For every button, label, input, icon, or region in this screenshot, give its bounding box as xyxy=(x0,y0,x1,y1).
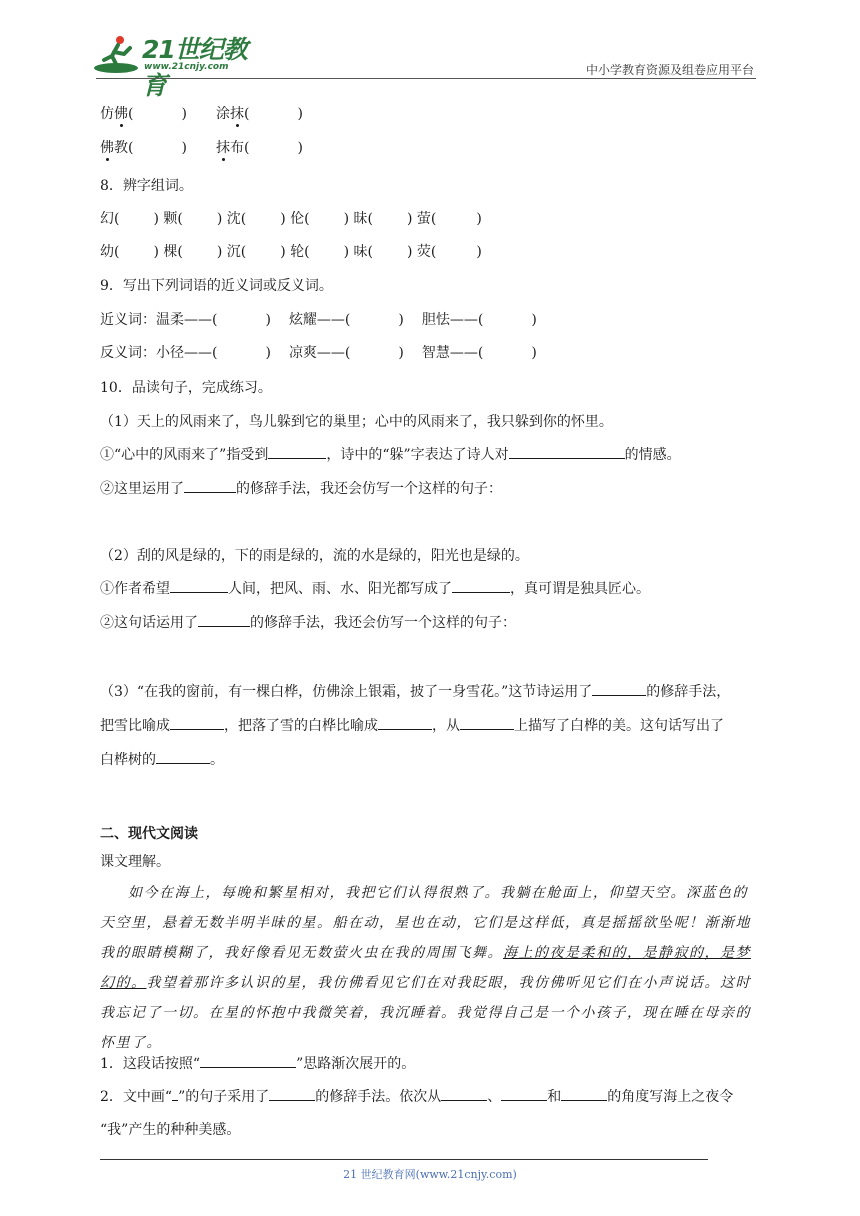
q7-close: ) xyxy=(181,140,187,156)
answer-blank[interactable] xyxy=(441,1087,487,1101)
text: 1．这段话按照“ xyxy=(100,1056,201,1072)
text: ”的句子采用了 xyxy=(178,1089,270,1105)
text: 上描写了白桦的美。这句话写出了 xyxy=(514,718,724,734)
text: 的角度写海上之夜令 xyxy=(607,1089,734,1105)
answer-blank[interactable] xyxy=(156,750,210,764)
text: ，真可谓是独具匠心。 xyxy=(510,581,650,597)
q9-cell: 智慧——( xyxy=(421,345,484,361)
q8-cell: ) 伦( xyxy=(280,211,310,227)
footer-divider xyxy=(100,1159,708,1160)
q8-cell: ) 沈( xyxy=(216,211,247,227)
q7-row-1 xyxy=(100,103,303,123)
passage-text: 我望着那许多认识的星，我仿佛看见它们在对我眨眼，我仿佛听见它们在小声说话。这时我忘记了一切。在星的怀抱中我微笑着，我沉睡着。我觉得自己是一个小孩子，现在睡在母亲的怀里了。 xyxy=(100,975,751,1051)
q9-cell: ) xyxy=(265,312,271,328)
answer-blank[interactable] xyxy=(170,716,224,730)
q9-row-2 xyxy=(100,342,537,362)
q9-cell: ) xyxy=(398,345,404,361)
q8-cell: ) 味( xyxy=(343,244,373,260)
section-title: 二、现代文阅读 xyxy=(100,826,198,842)
reading-question-2-cont: “我”产生的种种美感。 xyxy=(100,1122,241,1138)
q9-row-1 xyxy=(100,309,537,329)
text: 的情感。 xyxy=(624,447,681,463)
answer-blank[interactable] xyxy=(501,1087,547,1101)
q9-title: 9．写出下列词语的近义词或反义词。 xyxy=(100,278,333,294)
text: 2．文中画“ xyxy=(100,1089,173,1105)
q10-s2-question-b xyxy=(100,612,516,632)
text: ②这里运用了 xyxy=(100,481,184,497)
answer-blank[interactable] xyxy=(452,579,510,593)
q8-cell: ) 颗( xyxy=(153,211,183,227)
passage-underlined-sentence: 海上的夜是柔和的，是静寂的，是梦幻的。 xyxy=(100,945,751,991)
text: 人间，把风、雨、水、阳光都写成了 xyxy=(228,581,452,597)
text: 把雪比喻成 xyxy=(100,718,170,734)
text: 的修辞手法。依次从 xyxy=(315,1089,442,1105)
q10-s2-question-a xyxy=(100,578,650,598)
answer-blank[interactable] xyxy=(378,716,432,730)
q9-cell: ) xyxy=(531,345,537,361)
q8-cell: ) xyxy=(476,211,482,227)
q8-cell: ) 荧( xyxy=(406,244,437,260)
q7-close: ) xyxy=(181,106,187,122)
q7-item: 佛教( xyxy=(100,140,133,156)
q10-title: 10．品读句子，完成练习。 xyxy=(100,380,272,396)
site-logo xyxy=(94,34,264,100)
q8-cell: 幻( xyxy=(100,211,120,227)
page-header xyxy=(0,0,860,100)
passage-text: 如今在海上，每晚和繁星相对，我把它们认得很熟了。我躺在舱面上，仰望天空。深蓝色的天空里，悬着无数半明半昧的星。船在动，星也在动，它们是这样低，真是摇摇欲坠呢！渐渐地我的眼睛模糊了，我好像看见无数萤火虫在我的周围飞舞。 xyxy=(100,885,751,961)
q9-cell: 炫耀——( xyxy=(288,312,351,328)
q8-title: 8．辨字组词。 xyxy=(100,178,193,194)
answer-blank[interactable] xyxy=(592,682,646,696)
q8-cell: ) xyxy=(476,244,482,260)
q7-item: 涂抹( xyxy=(216,106,249,122)
q8-cell: ) 萤( xyxy=(406,211,437,227)
q8-cell: ) 沉( xyxy=(216,244,247,260)
q7-close: ) xyxy=(297,140,303,156)
q10-s1-question-a xyxy=(100,444,681,464)
answer-blank[interactable] xyxy=(460,716,514,730)
platform-name: 中小学教育资源及组卷应用平台 xyxy=(585,63,754,77)
text: 和 xyxy=(547,1089,562,1105)
text: ，诗中的“躲”字表达了诗人对 xyxy=(326,447,509,463)
text: 的修辞手法，我还会仿写一个这样的句子： xyxy=(250,615,516,631)
q9-cell: ) xyxy=(265,345,271,361)
runner-logo-icon xyxy=(94,34,144,76)
text: 、 xyxy=(487,1089,502,1105)
logo-url: www.21cnjy.com xyxy=(144,62,229,72)
q7-row-2 xyxy=(100,137,303,157)
q10-s1-question-b xyxy=(100,478,502,498)
text: ①“心中的风雨来了”指受到 xyxy=(100,447,269,463)
q10-sentence-3 xyxy=(100,681,730,701)
q9-cell: 凉爽——( xyxy=(288,345,351,361)
answer-blank[interactable] xyxy=(184,479,236,493)
text: 。 xyxy=(210,752,224,768)
reading-question-1 xyxy=(100,1053,415,1073)
q10-sentence-2: （2）刮的风是绿的，下的雨是绿的，流的水是绿的，阳光也是绿的。 xyxy=(100,548,529,564)
logo-text: 21世纪教育 xyxy=(142,35,247,100)
text: 的修辞手法，我还会仿写一个这样的句子： xyxy=(236,481,502,497)
answer-blank[interactable] xyxy=(268,445,326,459)
q7-item: 仿佛( xyxy=(100,106,133,122)
text: 的修辞手法， xyxy=(646,684,731,700)
section-subtitle: 课文理解。 xyxy=(100,854,170,870)
q10-sentence-1: （1）天上的风雨来了，鸟儿躲到它的巢里；心中的风雨来了，我只躲到你的怀里。 xyxy=(100,414,613,430)
answer-blank[interactable] xyxy=(198,613,250,627)
text: ①作者希望 xyxy=(100,581,170,597)
answer-blank[interactable] xyxy=(170,579,228,593)
reading-question-2 xyxy=(100,1086,733,1106)
q10-s3-line-2 xyxy=(100,715,724,735)
text: 白桦树的 xyxy=(100,752,156,768)
q8-cell: ) 棵( xyxy=(153,244,183,260)
answer-blank[interactable] xyxy=(269,1087,315,1101)
reading-passage xyxy=(100,878,762,1058)
text: （3）“在我的窗前，有一棵白桦，仿佛涂上银霜，披了一身雪花。”这节诗运用了 xyxy=(100,684,593,700)
q9-cell: ) xyxy=(398,312,404,328)
answer-blank[interactable] xyxy=(200,1054,296,1068)
q9-cell: 反义词：小径——( xyxy=(100,345,218,361)
text: ”思路渐次展开的。 xyxy=(296,1056,416,1072)
answer-blank[interactable] xyxy=(561,1087,607,1101)
text: ，从 xyxy=(432,718,460,734)
q9-cell: ) xyxy=(531,312,537,328)
q8-cell: ) 轮( xyxy=(280,244,310,260)
q10-s3-line-3 xyxy=(100,749,224,769)
q7-close: ) xyxy=(297,106,303,122)
q8-row-2 xyxy=(100,241,482,261)
text: ②这句话运用了 xyxy=(100,615,198,631)
answer-blank[interactable] xyxy=(509,445,625,459)
q8-row-1 xyxy=(100,208,482,228)
q9-cell: 近义词：温柔——( xyxy=(100,312,218,328)
header-divider xyxy=(96,78,756,79)
page-footer: 21 世纪教育网(www.21cnjy.com) xyxy=(343,1168,517,1181)
q9-cell: 胆怯——( xyxy=(421,312,484,328)
q8-cell: ) 昧( xyxy=(343,211,373,227)
q8-cell: 幼( xyxy=(100,244,120,260)
text: ，把落了雪的白桦比喻成 xyxy=(224,718,378,734)
q7-item: 抹布( xyxy=(216,140,249,156)
